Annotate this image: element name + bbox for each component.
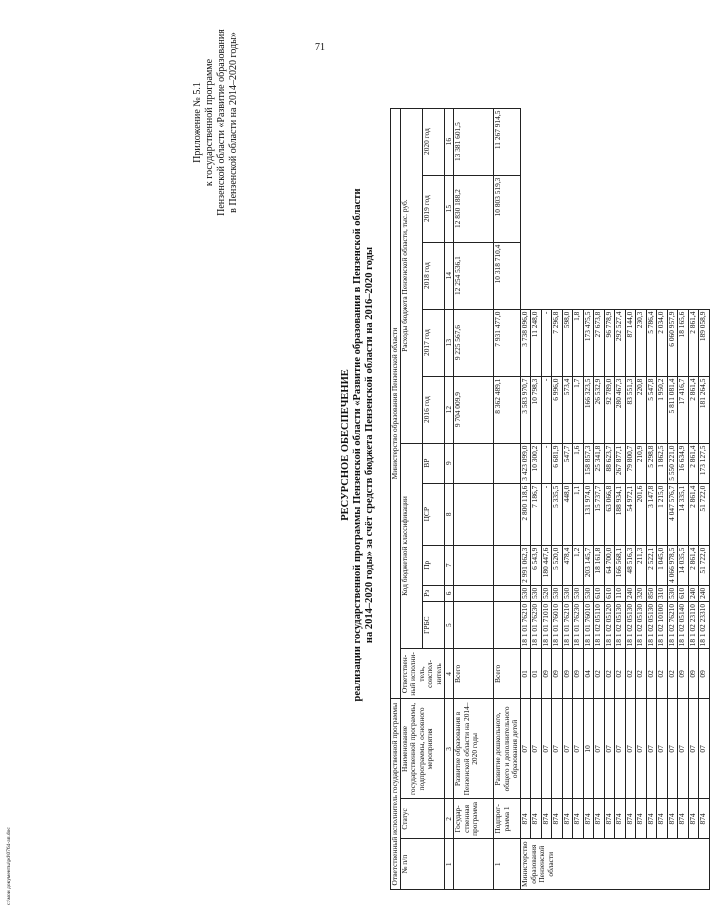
value-cell: 18 165,6	[678, 309, 689, 376]
file-path-footer: c:\мои документы\pd\0764-ап.doc	[6, 827, 12, 905]
subsection-cell: 09	[552, 649, 563, 699]
col-status-header: Статус	[400, 799, 444, 839]
subsection-cell: 02	[615, 649, 626, 699]
expense-type-cell: 530	[531, 585, 542, 601]
target-article-cell: 18 1 01 76210	[562, 601, 573, 649]
column-number: 9	[444, 443, 454, 483]
value-cell: 598,0	[562, 309, 573, 376]
year-header: 2017 год	[422, 309, 444, 376]
value-cell: 131 974,0	[583, 483, 594, 545]
value-cell: 11 248,0	[531, 309, 542, 376]
section-cell: 07	[646, 699, 657, 799]
grbs-cell: 874	[520, 799, 531, 839]
subprogram-total-value: 8 362 489,1	[494, 376, 521, 443]
value-cell: 7 186,7	[531, 483, 542, 545]
value-cell: 83 551,3	[625, 376, 636, 443]
empty-cell	[494, 483, 521, 545]
grbs-cell: 874	[583, 799, 594, 839]
value-cell: 7 296,8	[552, 309, 563, 376]
value-cell: 5 335,5	[552, 483, 563, 545]
year-header: 2020 год	[422, 108, 444, 175]
column-number: 3	[444, 699, 454, 799]
appendix-line: Пензенской области «Развитие образования	[216, 29, 227, 216]
section-cell: 07	[699, 699, 710, 799]
appendix-caption	[192, 10, 240, 235]
value-cell: 2 861,4	[688, 376, 699, 443]
subprogram-total-value: 10 803 519,3	[494, 175, 521, 242]
value-cell: 5 786,4	[646, 309, 657, 376]
target-article-cell: 18 1 02 05120	[604, 601, 615, 649]
table-row	[531, 108, 542, 889]
target-article-cell: 18 1 01 76010	[552, 601, 563, 649]
value-cell: 6 681,9	[552, 443, 563, 483]
grbs-cell: 874	[615, 799, 626, 839]
code-col-header: Рз	[422, 585, 444, 601]
value-cell: 6 543,9	[531, 545, 542, 585]
subprogram-status: Подпрог-рамма 1	[494, 799, 521, 839]
target-article-cell: 18 1 01 71010	[541, 601, 552, 649]
column-number: 8	[444, 483, 454, 545]
value-cell: 18 161,8	[594, 545, 605, 585]
section-cell: 07	[520, 699, 531, 799]
target-article-cell: 18 1 02 76210	[667, 601, 678, 649]
spending-header: Расходы бюджета Пензенской области, тыс. руб.	[400, 108, 422, 443]
program-value: 12 830 188,2	[454, 175, 494, 242]
subsection-cell: 02	[636, 649, 647, 699]
target-article-cell: 18 1 02 05110	[594, 601, 605, 649]
column-number: 13	[444, 309, 454, 376]
value-cell: 27 673,8	[594, 309, 605, 376]
table-row	[657, 108, 668, 889]
column-number: 16	[444, 108, 454, 175]
grbs-cell: 874	[678, 799, 689, 839]
appendix-line: Приложение № 5.1	[192, 82, 203, 163]
program-number	[454, 839, 494, 890]
value-cell: 4 066 978,5	[667, 545, 678, 585]
budget-code-header: Код бюджетной классификации	[400, 443, 422, 649]
expense-type-cell: 530	[520, 585, 531, 601]
value-cell: 210,9	[636, 443, 647, 483]
section-cell: 10	[583, 699, 594, 799]
subprogram-executor-total: Всего	[494, 649, 521, 699]
value-cell: 3 423 099,0	[520, 443, 531, 483]
value-cell: 189 058,9	[699, 309, 710, 376]
subsection-cell: 01	[520, 649, 531, 699]
expense-type-cell: 530	[573, 585, 584, 601]
value-cell: 4 047 576,7	[667, 483, 678, 545]
value-cell: 280 467,3	[615, 376, 626, 443]
value-cell: 79 800,7	[625, 443, 636, 483]
document-title	[340, 0, 376, 890]
program-value: 12 254 536,1	[454, 242, 494, 309]
subsection-cell: 09	[699, 649, 710, 699]
value-cell: 478,4	[562, 545, 573, 585]
program-name: Развитие образования в Пензенской области на 2014–2020 годы	[454, 699, 494, 799]
grbs-cell: 874	[625, 799, 636, 839]
empty-cell	[454, 585, 494, 601]
value-cell: -	[541, 483, 552, 545]
rotated-page-content	[190, 0, 708, 890]
value-cell: 10 300,2	[531, 443, 542, 483]
subsection-cell: 02	[594, 649, 605, 699]
section-cell: 07	[625, 699, 636, 799]
table-row	[615, 108, 626, 889]
empty-cell	[494, 601, 521, 649]
value-cell: 173 475,5	[583, 309, 594, 376]
code-col-header: ГРБС	[422, 601, 444, 649]
section-cell: 07	[594, 699, 605, 799]
empty-cell	[494, 443, 521, 483]
table-row	[552, 108, 563, 889]
title-line: РЕСУРСНОЕ ОБЕСПЕЧЕНИЕ	[340, 369, 351, 521]
value-cell: 5 547,8	[646, 376, 657, 443]
grbs-cell: 874	[646, 799, 657, 839]
column-number: 2	[444, 799, 454, 839]
value-cell: 2 861,4	[688, 443, 699, 483]
grbs-cell: 874	[552, 799, 563, 839]
column-number: 5	[444, 601, 454, 649]
expense-type-cell: 610	[678, 585, 689, 601]
target-article-cell: 18 1 02 05130	[625, 601, 636, 649]
value-cell: 5 550 221,0	[667, 443, 678, 483]
value-cell: 166 568,1	[615, 545, 626, 585]
subsection-cell: 02	[625, 649, 636, 699]
value-cell: 5 811 081,4	[667, 376, 678, 443]
table-row	[688, 108, 699, 889]
table-row	[625, 108, 636, 889]
program-status: Государ-ственная программа	[454, 799, 494, 839]
value-cell: 267 877,1	[615, 443, 626, 483]
value-cell: 547,7	[562, 443, 573, 483]
grbs-cell: 874	[667, 799, 678, 839]
value-cell: 3 738 096,0	[520, 309, 531, 376]
expense-type-cell: 110	[615, 585, 626, 601]
value-cell: 211,3	[636, 545, 647, 585]
empty-cell	[454, 483, 494, 545]
col-number-header: № п/п	[400, 839, 444, 890]
value-cell: 14 335,1	[678, 483, 689, 545]
expense-type-cell: 530	[583, 585, 594, 601]
subsection-cell: 09	[688, 649, 699, 699]
empty-cell	[454, 443, 494, 483]
target-article-cell: 18 1 02 10100	[657, 601, 668, 649]
column-number: 15	[444, 175, 454, 242]
value-cell: -	[541, 443, 552, 483]
value-cell: 173 127,5	[699, 443, 710, 483]
section-cell: 07	[531, 699, 542, 799]
subsection-cell: 04	[583, 649, 594, 699]
expense-type-cell: 610	[604, 585, 615, 601]
value-cell: 1,8	[573, 309, 584, 376]
value-cell: 6 060 957,9	[667, 309, 678, 376]
value-cell: 230,3	[636, 309, 647, 376]
table-row	[583, 108, 594, 889]
program-executor: Всего	[454, 649, 494, 699]
value-cell: 448,0	[562, 483, 573, 545]
value-cell: -	[541, 376, 552, 443]
subprogram-total-value: 11 267 914,5	[494, 108, 521, 175]
grbs-cell: 874	[531, 799, 542, 839]
value-cell: 2 034,0	[657, 309, 668, 376]
target-article-cell: 18 1 02 05130	[646, 601, 657, 649]
table-row	[678, 108, 689, 889]
target-article-cell: 18 1 01 76010	[583, 601, 594, 649]
code-col-header: ЦСР	[422, 483, 444, 545]
value-cell: 1 215,0	[657, 483, 668, 545]
col-name-header: Наименование государственной программы, подпрограммы, основного мероприятия	[400, 699, 444, 799]
empty-cell	[494, 545, 521, 585]
value-cell: 87 144,0	[625, 309, 636, 376]
expense-type-cell: 240	[625, 585, 636, 601]
subsection-cell: 09	[573, 649, 584, 699]
title-line: на 2014–2020 годы» за счёт средств бюджета Пензенской области на 2016–2020 годы	[364, 246, 375, 644]
empty-cell	[454, 545, 494, 585]
section-cell: 07	[667, 699, 678, 799]
column-number: 6	[444, 585, 454, 601]
table-row	[667, 108, 678, 889]
appendix-line: в Пензенской области на 2014–2020 годы»	[228, 32, 239, 213]
value-cell: 1,2	[573, 545, 584, 585]
value-cell: 1,7	[573, 376, 584, 443]
ministry-header: Министерство образования Пензенской области	[391, 108, 401, 699]
value-cell: -	[541, 309, 552, 376]
expense-type-cell: 610	[594, 585, 605, 601]
column-number: 4	[444, 649, 454, 699]
section-cell: 07	[552, 699, 563, 799]
value-cell: 3 583 970,7	[520, 376, 531, 443]
value-cell: 2 800 118,6	[520, 483, 531, 545]
grbs-cell: 874	[541, 799, 552, 839]
value-cell: 3 147,8	[646, 483, 657, 545]
table-row	[636, 108, 647, 889]
value-cell: 6 996,0	[552, 376, 563, 443]
value-cell: 2 861,4	[688, 545, 699, 585]
col-executor-header: Ответствен-ный исполни-тель, соиспол-нитель	[400, 649, 444, 699]
table-row	[541, 108, 552, 889]
section-cell: 07	[604, 699, 615, 799]
table-row	[594, 108, 605, 889]
expense-type-cell: 520	[541, 585, 552, 601]
expense-type-cell: 310	[657, 585, 668, 601]
value-cell: 10 798,3	[531, 376, 542, 443]
grbs-cell: 874	[657, 799, 668, 839]
value-cell: 2 522,1	[646, 545, 657, 585]
expense-type-cell: 240	[699, 585, 710, 601]
value-cell: 88 623,7	[604, 443, 615, 483]
expense-type-cell: 530	[552, 585, 563, 601]
subprogram-number: 1	[494, 839, 521, 890]
section-cell: 07	[688, 699, 699, 799]
empty-cell	[494, 585, 521, 601]
section-cell: 07	[657, 699, 668, 799]
subsection-cell: 02	[667, 649, 678, 699]
section-cell: 07	[615, 699, 626, 799]
table-row	[520, 108, 531, 889]
table-row	[646, 108, 657, 889]
program-value: 9 704 009,9	[454, 376, 494, 443]
value-cell: 92 789,0	[604, 376, 615, 443]
expense-type-cell: 240	[688, 585, 699, 601]
table-row	[604, 108, 615, 889]
subprogram-total-value: 7 931 477,0	[494, 309, 521, 376]
value-cell: 573,4	[562, 376, 573, 443]
value-cell: 15 737,7	[594, 483, 605, 545]
section-cell: 07	[678, 699, 689, 799]
value-cell: 2 991 062,3	[520, 545, 531, 585]
value-cell: 292 527,4	[615, 309, 626, 376]
column-number: 12	[444, 376, 454, 443]
value-cell: 1 862,5	[657, 443, 668, 483]
subsection-cell: 02	[646, 649, 657, 699]
target-article-cell: 18 1 01 76230	[573, 601, 584, 649]
value-cell: 5 298,8	[646, 443, 657, 483]
section-cell: 07	[573, 699, 584, 799]
expense-type-cell: 320	[636, 585, 647, 601]
value-cell: 54 972,1	[625, 483, 636, 545]
table-row	[699, 108, 710, 889]
target-article-cell: 18 1 02 05130	[615, 601, 626, 649]
subsection-cell: 09	[562, 649, 573, 699]
grbs-cell: 874	[594, 799, 605, 839]
target-article-cell: 18 1 01 76230	[531, 601, 542, 649]
detail-rows	[520, 108, 709, 889]
column-number: 7	[444, 545, 454, 585]
section-cell: 07	[636, 699, 647, 799]
target-article-cell: 18 1 01 76210	[520, 601, 531, 649]
section-cell: 07	[562, 699, 573, 799]
value-cell: 1,6	[573, 443, 584, 483]
expense-type-cell: 850	[646, 585, 657, 601]
value-cell: 64 700,0	[604, 545, 615, 585]
expense-type-cell: 530	[667, 585, 678, 601]
subprogram-total-value: 10 318 710,4	[494, 242, 521, 309]
subsection-cell: 02	[657, 649, 668, 699]
subprogram-name: Развитие дошкольного, общего и дополнительного образования детей	[494, 699, 521, 799]
value-cell: 48 516,3	[625, 545, 636, 585]
value-cell: 2 861,4	[688, 309, 699, 376]
grbs-cell: 874	[636, 799, 647, 839]
code-col-header: ВР	[422, 443, 444, 483]
grbs-cell: 874	[562, 799, 573, 839]
value-cell: 17 416,7	[678, 376, 689, 443]
value-cell: 25 341,8	[594, 443, 605, 483]
grbs-cell: 874	[604, 799, 615, 839]
responsible-header: Ответственный исполнитель государственной программы	[391, 699, 401, 890]
value-cell: 188 934,1	[615, 483, 626, 545]
column-number: 14	[444, 242, 454, 309]
value-cell: 96 778,9	[604, 309, 615, 376]
program-value: 9 225 567,6	[454, 309, 494, 376]
value-cell: 166 323,5	[583, 376, 594, 443]
table-row	[573, 108, 584, 889]
target-article-cell: 18 1 02 23310	[699, 601, 710, 649]
section-cell: 07	[541, 699, 552, 799]
target-article-cell: 18 1 02 05140	[678, 601, 689, 649]
value-cell: 201,6	[636, 483, 647, 545]
year-header: 2018 год	[422, 242, 444, 309]
value-cell: 180 447,6	[541, 545, 552, 585]
value-cell: 51 722,0	[699, 483, 710, 545]
program-value: 13 381 601,5	[454, 108, 494, 175]
subsection-cell: 09	[678, 649, 689, 699]
resource-table	[390, 108, 710, 890]
value-cell: 5 520,0	[552, 545, 563, 585]
value-cell: 1,1	[573, 483, 584, 545]
value-cell: 181 264,5	[699, 376, 710, 443]
subsection-cell: 02	[604, 649, 615, 699]
value-cell: 63 066,8	[604, 483, 615, 545]
code-col-header: Пр	[422, 545, 444, 585]
value-cell: 203 145,7	[583, 545, 594, 585]
empty-cell	[454, 601, 494, 649]
target-article-cell: 18 1 02 05130	[636, 601, 647, 649]
grbs-cell: 874	[699, 799, 710, 839]
grbs-cell: 874	[688, 799, 699, 839]
value-cell: 51 722,0	[699, 545, 710, 585]
value-cell: 14 035,5	[678, 545, 689, 585]
value-cell: 220,8	[636, 376, 647, 443]
subsection-cell: 01	[531, 649, 542, 699]
page-number: 71	[315, 42, 325, 53]
value-cell: 1 950,2	[657, 376, 668, 443]
value-cell: 158 857,3	[583, 443, 594, 483]
value-cell: 16 634,9	[678, 443, 689, 483]
column-number: 1	[444, 839, 454, 890]
title-line: реализации государственной программы Пензенской области «Развитие образования в Пензенской области	[352, 188, 363, 702]
grbs-cell: 874	[573, 799, 584, 839]
appendix-line: к государственной программе	[204, 58, 215, 187]
table-row	[562, 108, 573, 889]
target-article-cell: 18 1 02 23110	[688, 601, 699, 649]
value-cell: 26 532,9	[594, 376, 605, 443]
year-header: 2019 год	[422, 175, 444, 242]
value-cell: 1 045,0	[657, 545, 668, 585]
expense-type-cell: 530	[562, 585, 573, 601]
subsection-cell: 09	[541, 649, 552, 699]
year-header: 2016 год	[422, 376, 444, 443]
subprogram-executor-ministry: Министерство образования Пензенской области	[520, 839, 709, 890]
value-cell: 2 861,4	[688, 483, 699, 545]
